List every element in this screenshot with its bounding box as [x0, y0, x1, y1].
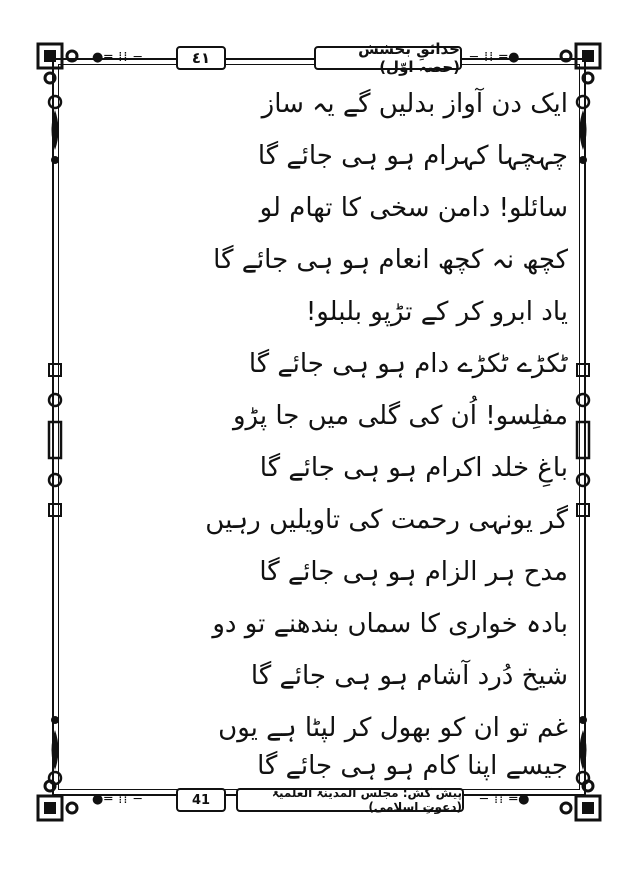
poem-line: ایک دن آواز بدلیں گے یہ ساز: [261, 89, 568, 119]
poem-line: باغِ خلد اکرام ہو ہی جائے گا: [259, 453, 568, 483]
poem-line: مدح ہر الزام ہو ہی جائے گا: [259, 557, 568, 587]
dot-ornament: ─ ⁞⁞ ═●: [480, 792, 531, 807]
poem-line: گر یونہی رحمت کی تاویلیں رہیں: [205, 505, 568, 535]
header-book-title: حدائقِ بخشش (حصہ اوّل): [314, 46, 462, 70]
poem-line: چہچہا کہرام ہو ہی جائے گا: [257, 141, 568, 171]
poem-line: بادہ خواری کا سماں بندھنے تو دو: [212, 609, 568, 639]
dot-ornament: ●═ ⁞⁞ ─: [92, 50, 143, 65]
side-ornament-right-middle: [573, 360, 593, 520]
poem-line: شیخ دُرد آشام ہو ہی جائے گا: [250, 661, 568, 691]
poem-line: ٹکڑے ٹکڑے دام ہو ہی جائے گا: [248, 349, 568, 379]
poem-line: جیسے اپنا کام ہو ہی جائے گا: [257, 751, 568, 781]
side-ornament-right-bottom: [573, 700, 593, 790]
corner-ornament-top-right: [556, 40, 604, 88]
poem-line: غم تو ان کو بھول کر لپٹا ہے یوں: [218, 713, 568, 743]
dot-ornament: ●═ ⁞⁞ ─: [92, 792, 143, 807]
footer-publisher: پیش کش: مجلس المدینۃ العلمیۃ (دعوتِ اسلامی): [236, 788, 464, 812]
poem-line: کچھ نہ کچھ انعام ہو ہی جائے گا: [213, 245, 568, 275]
poem-line: یاد ابرو کر کے تڑپو بلبلو!: [305, 297, 568, 327]
side-ornament-right-top: [573, 90, 593, 180]
poem-line: سائلو! دامن سخی کا تھام لو: [259, 193, 568, 223]
footer-page-number: 41: [176, 788, 226, 812]
dot-ornament: ─ ⁞⁞ ═●: [470, 50, 521, 65]
header-page-number: ٤١: [176, 46, 226, 70]
side-ornament-left-middle: [45, 360, 65, 520]
corner-ornament-top-left: [34, 40, 82, 88]
side-ornament-left-top: [45, 90, 65, 180]
poem-line: مفلِسو! اُن کی گلی میں جا پڑو: [232, 401, 568, 431]
side-ornament-left-bottom: [45, 700, 65, 790]
